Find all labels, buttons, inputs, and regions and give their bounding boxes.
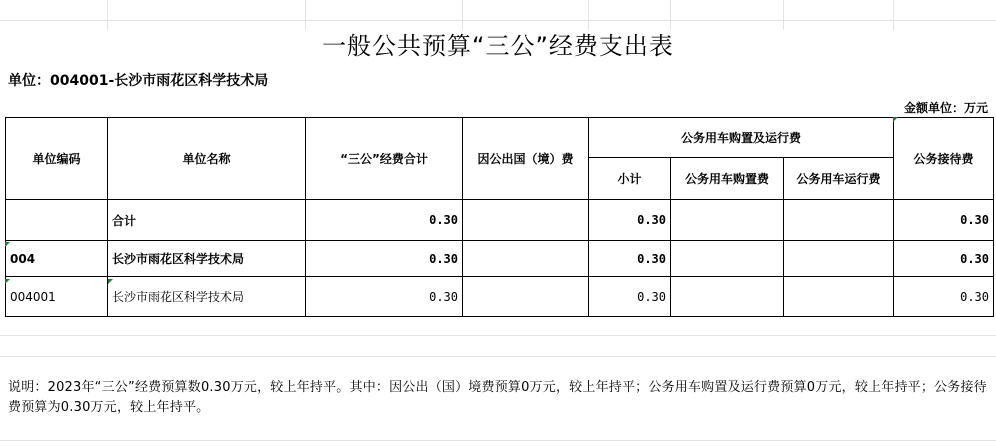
header-vehicle-purchase[interactable]: 公务用车购置费 (671, 158, 784, 200)
cell-subtotal[interactable]: 0.30 (589, 200, 671, 241)
cell-subtotal[interactable]: 0.30 (589, 277, 671, 317)
cell-total[interactable]: 0.30 (306, 200, 463, 241)
table-row (6, 241, 994, 277)
cell-reception[interactable]: 0.30 (894, 200, 994, 241)
header-vehicle-group[interactable]: 公务用车购置及运行费 (589, 118, 894, 158)
cell-abroad[interactable] (463, 241, 589, 277)
header-row-1 (6, 118, 994, 158)
explanation-note: 说明：2023年“三公”经费预算数0.30万元，较上年持平。其中：因公出（国）境费预算0万元，较上年持平；公务用车购置及运行费预算0万元，较上年持平；公务接待费预算为0.30万元，较上年持平。 (8, 380, 987, 415)
cell-purchase[interactable] (671, 241, 784, 277)
cell-reception[interactable]: 0.30 (894, 241, 994, 277)
cell-reception[interactable]: 0.30 (894, 277, 994, 317)
cell-subtotal[interactable]: 0.30 (589, 241, 671, 277)
unit-line: 单位：004001-长沙市雨花区科学技术局 (8, 73, 269, 89)
cell-operation[interactable] (784, 241, 894, 277)
cell-name[interactable]: 长沙市雨花区科学技术局 (108, 241, 306, 277)
cell-code[interactable]: 004 (6, 241, 108, 277)
table-row (6, 277, 994, 317)
header-name[interactable]: 单位名称 (108, 118, 306, 200)
cell-name[interactable]: 长沙市雨花区科学技术局 (108, 277, 306, 317)
cell-comment-marker (5, 242, 10, 247)
header-total[interactable]: “三公”经费合计 (306, 118, 463, 200)
cell-abroad[interactable] (463, 277, 589, 317)
header-reception[interactable]: 公务接待费 (894, 118, 994, 200)
header-abroad[interactable]: 因公出国（境）费 (463, 118, 589, 200)
cell-abroad[interactable] (463, 200, 589, 241)
table-row (6, 200, 994, 241)
cell-operation[interactable] (784, 277, 894, 317)
cell-purchase[interactable] (671, 200, 784, 241)
page-title: 一般公共预算“三公”经费支出表 (322, 32, 674, 60)
cell-comment-marker (893, 117, 898, 122)
cell-code[interactable]: 004001 (6, 277, 108, 317)
cell-operation[interactable] (784, 200, 894, 241)
cell-code[interactable] (6, 200, 108, 241)
expense-table (5, 117, 994, 317)
cell-total[interactable]: 0.30 (306, 241, 463, 277)
cell-purchase[interactable] (671, 277, 784, 317)
cell-name[interactable]: 合计 (108, 200, 306, 241)
amount-unit: 金额单位：万元 (903, 101, 988, 115)
header-code[interactable]: 单位编码 (6, 118, 108, 200)
header-vehicle-operation[interactable]: 公务用车运行费 (784, 158, 894, 200)
cell-comment-marker (5, 279, 10, 284)
cell-comment-marker (108, 279, 113, 284)
cell-total[interactable]: 0.30 (306, 277, 463, 317)
header-subtotal[interactable]: 小计 (589, 158, 671, 200)
